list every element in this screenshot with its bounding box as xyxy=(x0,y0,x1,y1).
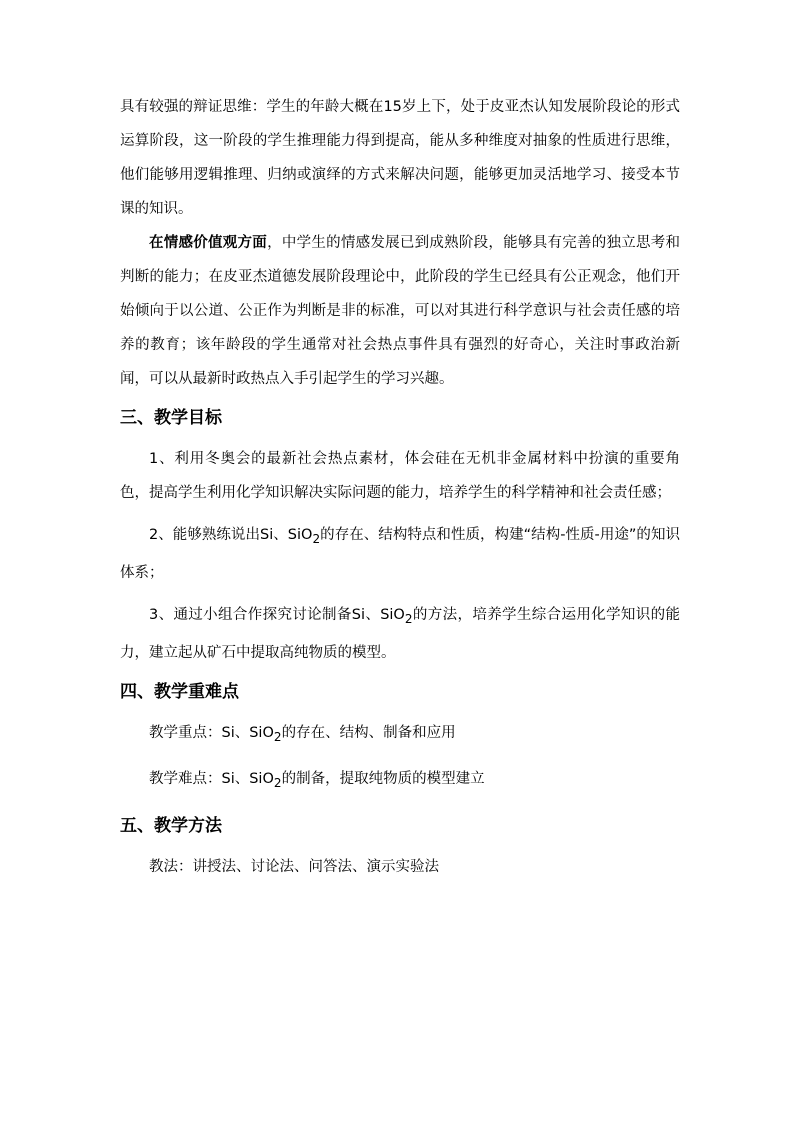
teaching-method-line: 教法：讲授法、讨论法、问答法、演示实验法 xyxy=(149,858,439,875)
difficult-point-line xyxy=(120,762,680,800)
difficult-point-post: 的制备，提取纯物质的模型建立 xyxy=(281,770,485,787)
paragraph-cognitive-text: 具有较强的辩证思维：学生的年龄大概在15岁上下，处于皮亚杰认知发展阶段论的形式运算阶段，这一阶段的学生推理能力得到提高，能从多种维度对抽象的性质进行思维，他们能够用逻辑推理、归纳或演绎的方式来解决问题，能够更加灵活地学习、接受本节课的知识。 xyxy=(120,99,680,217)
section-heading-objectives: 三、教学目标 xyxy=(120,408,222,428)
objective-item-3-sub: 2 xyxy=(404,611,413,626)
key-point-pre: 教学重点：Si、SiO xyxy=(149,724,274,741)
paragraph-affective-text: ，中学生的情感发展已到成熟阶段，能够具有完善的独立思考和判断的能力；在皮亚杰道德发展阶段理论中，此阶段的学生已经具有公正观念，他们开始倾向于以公道、公正作为判断是非的标准，可以对其进行科学意识与社会责任感的培养的教育；该年龄段的学生通常对社会热点事件具有强烈的好奇心，关注时事政治新闻，可以从最新时政热点入手引起学生的学习兴趣。 xyxy=(120,235,681,387)
paragraph-cognitive xyxy=(120,90,680,226)
key-point-sub: 2 xyxy=(273,729,282,744)
document-page xyxy=(120,90,680,884)
paragraph-affective-lead: 在情感价值观方面 xyxy=(149,235,268,251)
key-point-line xyxy=(120,716,680,754)
objective-item-2 xyxy=(120,518,680,590)
difficult-point-sub: 2 xyxy=(273,775,282,790)
objective-item-1: 1、利用冬奥会的最新社会热点素材，体会硅在无机非金属材料中扮演的重要角色，提高学生利用化学知识解决实际问题的能力，培养学生的科学精神和社会责任感； xyxy=(120,451,680,501)
difficult-point-pre: 教学难点：Si、SiO xyxy=(149,770,274,787)
key-point-post: 的存在、结构、制备和应用 xyxy=(281,724,456,741)
objective-item-3 xyxy=(120,598,680,670)
objective-item-3-post: 的方法，培养学生综合运用化学知识的能力，建立起从矿石中提取高纯物质的模型。 xyxy=(120,606,681,661)
objective-item-2-pre: 2、能够熟练说出Si、SiO xyxy=(149,527,313,543)
paragraph-affective xyxy=(120,226,680,396)
section-heading-methods: 五、教学方法 xyxy=(120,815,222,836)
objective-item-2-post: 的存在、结构特点和性质，构建“结构-性质-用途”的知识体系； xyxy=(120,527,680,581)
objective-item-3-pre: 3、通过小组合作探究讨论制备Si、SiO xyxy=(149,606,405,623)
section-heading-key-points: 四、教学重难点 xyxy=(120,681,239,702)
objective-item-2-sub: 2 xyxy=(312,531,321,546)
